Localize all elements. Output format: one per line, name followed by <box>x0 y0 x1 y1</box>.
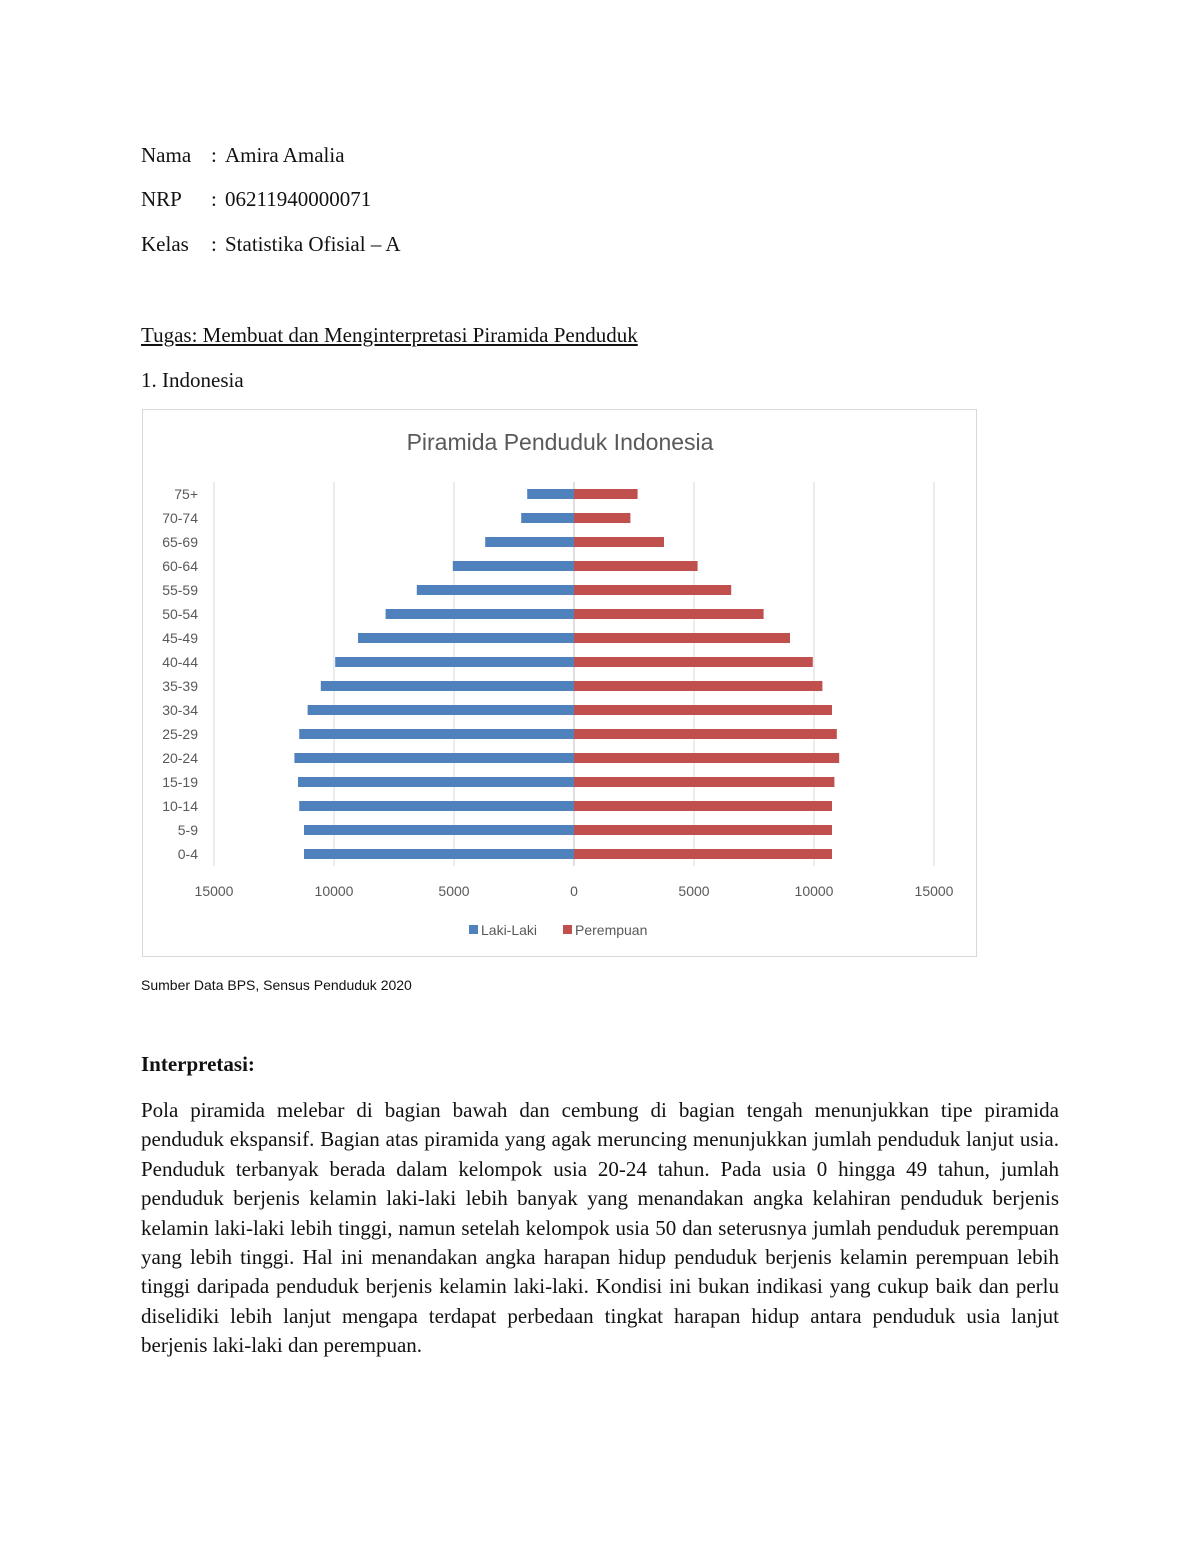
bar-laki-laki <box>299 801 574 811</box>
bar-laki-laki <box>298 777 574 787</box>
x-axis-labels <box>195 883 954 899</box>
x-tick-label: 5000 <box>678 883 710 899</box>
info-value-nama: Amira Amalia <box>225 143 345 167</box>
bar-laki-laki <box>358 633 574 643</box>
bar-laki-laki <box>417 585 574 595</box>
chart-svg <box>143 410 978 958</box>
y-tick-label: 25-29 <box>162 726 198 742</box>
y-tick-label: 75+ <box>174 486 198 502</box>
bar-perempuan <box>574 633 790 643</box>
bar-perempuan <box>574 561 698 571</box>
info-label: NRP <box>141 187 182 211</box>
section-title: 1. Indonesia <box>141 368 244 392</box>
bar-laki-laki <box>304 849 574 859</box>
y-tick-label: 15-19 <box>162 774 198 790</box>
y-tick-label: 65-69 <box>162 534 198 550</box>
bar-laki-laki <box>485 537 574 547</box>
legend-swatch-perempuan <box>563 925 572 934</box>
bar-perempuan <box>574 585 731 595</box>
y-tick-label: 55-59 <box>162 582 198 598</box>
bar-perempuan <box>574 825 832 835</box>
bar-laki-laki <box>321 681 574 691</box>
bar-perempuan <box>574 537 664 547</box>
y-tick-label: 50-54 <box>162 606 198 622</box>
legend <box>469 922 647 938</box>
bar-laki-laki <box>386 609 574 619</box>
bar-laki-laki <box>294 753 574 763</box>
bar-perempuan <box>574 753 839 763</box>
y-axis-labels <box>162 486 198 862</box>
x-tick-label: 15000 <box>914 883 954 899</box>
bar-laki-laki <box>304 825 574 835</box>
info-separator: : <box>211 232 217 256</box>
source-note: Sumber Data BPS, Sensus Penduduk 2020 <box>141 977 412 993</box>
info-label: Kelas <box>141 232 189 256</box>
legend-swatch-laki-laki <box>469 925 478 934</box>
bar-perempuan <box>574 681 822 691</box>
interpretation-heading: Interpretasi: <box>141 1052 255 1076</box>
info-value-kelas: Statistika Ofisial – A <box>225 232 401 256</box>
bar-perempuan <box>574 705 832 715</box>
bar-perempuan <box>574 609 764 619</box>
bar-laki-laki <box>521 513 574 523</box>
bar-perempuan <box>574 657 813 667</box>
y-tick-label: 40-44 <box>162 654 198 670</box>
bars <box>294 489 839 859</box>
bar-perempuan <box>574 729 837 739</box>
bar-laki-laki <box>453 561 574 571</box>
x-tick-label: 10000 <box>794 883 834 899</box>
y-tick-label: 20-24 <box>162 750 198 766</box>
y-tick-label: 5-9 <box>177 822 198 838</box>
info-label: Nama <box>141 143 192 167</box>
legend-label-perempuan: Perempuan <box>575 922 648 938</box>
y-tick-label: 35-39 <box>162 678 198 694</box>
info-value-nrp: 06211940000071 <box>225 187 372 211</box>
bar-perempuan <box>574 489 638 499</box>
y-tick-label: 60-64 <box>162 558 198 574</box>
x-tick-label: 0 <box>570 883 578 899</box>
bar-perempuan <box>574 513 630 523</box>
bar-laki-laki <box>299 729 574 739</box>
x-tick-label: 15000 <box>194 883 234 899</box>
bar-laki-laki <box>308 705 574 715</box>
bar-laki-laki <box>527 489 574 499</box>
bar-perempuan <box>574 777 834 787</box>
y-tick-label: 45-49 <box>162 630 198 646</box>
task-title: Tugas: Membuat dan Menginterpretasi Piramida Penduduk <box>141 323 638 347</box>
bar-perempuan <box>574 849 832 859</box>
population-pyramid-chart <box>142 409 977 957</box>
chart-title: Piramida Penduduk Indonesia <box>406 429 714 455</box>
y-tick-label: 30-34 <box>162 702 198 718</box>
info-separator: : <box>211 187 217 211</box>
interpretation-body: Pola piramida melebar di bagian bawah dan cembung di bagian tengah menunjukkan tipe piramida penduduk ekspansif. Bagian atas piramida yang agak meruncing menunjukkan jumlah penduduk lanjut usia. Penduduk terbanyak berada dalam kelompok usia 20-24 tahun. Pada usia 0 hingga 49 tahun, jumlah penduduk berjenis kelamin laki-laki lebih banyak yang menandakan angka kelahiran penduduk berjenis kelamin laki-laki lebih tinggi, namun setelah kelompok usia 50 dan seterusnya jumlah penduduk perempuan yang lebih tinggi. Hal ini menandakan angka harapan hidup penduduk berjenis kelamin perempuan lebih tinggi daripada penduduk berjenis kelamin laki-laki. Kondisi ini bukan indikasi yang cukup baik dan perlu diselidiki lebih lanjut mengapa terdapat perbedaan tingkat harapan hidup antara penduduk usia lanjut berjenis laki-laki dan perempuan. <box>141 1098 1059 1358</box>
info-separator: : <box>211 143 217 167</box>
bar-perempuan <box>574 801 832 811</box>
x-tick-label: 5000 <box>438 883 470 899</box>
y-tick-label: 0-4 <box>177 846 198 862</box>
y-tick-label: 10-14 <box>162 798 198 814</box>
legend-label-laki-laki: Laki-Laki <box>481 922 538 938</box>
x-tick-label: 10000 <box>314 883 354 899</box>
info-row-nama <box>141 143 345 168</box>
info-row-nrp <box>141 187 371 212</box>
info-row-kelas <box>141 232 401 257</box>
y-tick-label: 70-74 <box>162 510 198 526</box>
bar-laki-laki <box>335 657 574 667</box>
